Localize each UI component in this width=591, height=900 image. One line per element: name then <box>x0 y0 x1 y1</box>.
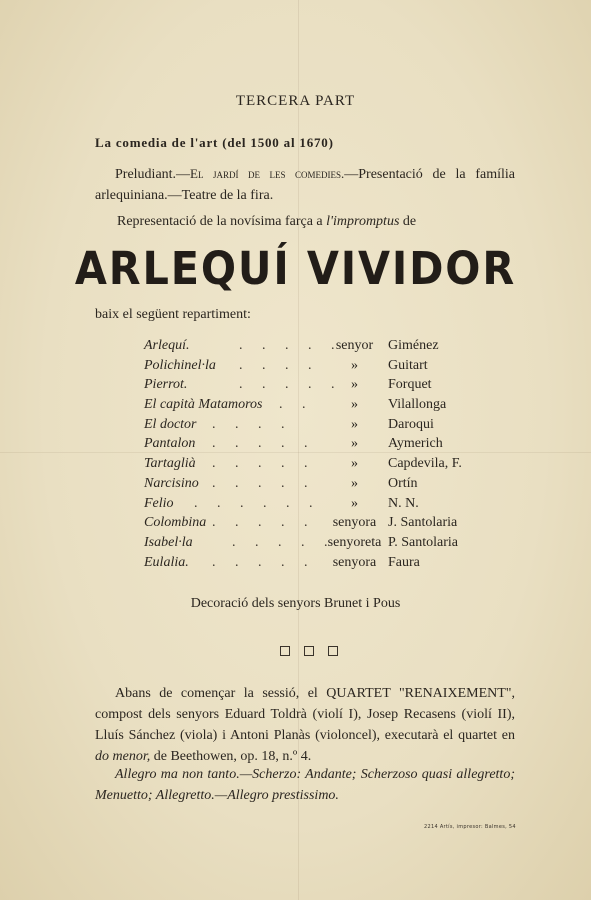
cast-dots: . . . . <box>212 416 293 432</box>
cast-actor: Giménez <box>388 338 439 353</box>
concert-text-before: Abans de començar la sessió, el QUARTET "RENAIXEMENT", compost dels senyors Eduard Toldrà (violí I), Josep Recasens (violí II), Lluís Sánchez (viola) i Antoni Planàs (violoncel), executarà el quartet en <box>95 686 515 743</box>
cast-list <box>144 338 484 574</box>
cast-honorific: » <box>351 397 358 413</box>
cast-honorific: » <box>351 495 358 511</box>
cast-actor: Ortín <box>388 475 418 491</box>
cast-actor: N. N. <box>388 495 419 511</box>
cast-intro: baix el següent repartiment: <box>95 307 251 322</box>
cast-actor: Faura <box>388 554 420 570</box>
cast-actor: Aymerich <box>388 436 443 452</box>
representation-line <box>117 214 416 230</box>
cast-honorific: » <box>351 416 358 432</box>
cast-actor: Guitart <box>388 357 428 373</box>
cast-role: Colombina <box>144 515 207 531</box>
cast-honorific: » <box>351 357 358 373</box>
cast-dots: . . . . . <box>212 456 316 472</box>
cast-row <box>144 397 484 417</box>
cast-honorific: » <box>351 436 358 452</box>
concert-key: do menor, <box>95 749 151 764</box>
concert-paragraph <box>95 683 515 767</box>
representation-before: Representació de la novísima farça a <box>117 214 327 229</box>
play-title: ARLEQUÍ VIVIDOR <box>74 242 517 295</box>
concert-movements: Allegro ma non tanto.—Scherzo: Andante; Scherzoso quasi allegretto; Menuetto; Allegretto.—Allegro prestissimo. <box>95 767 515 803</box>
cast-actor: Capdevila, F. <box>388 456 462 472</box>
intro-rest: —Presentació de la família arlequiniana.—Teatre de la fira. <box>95 167 515 203</box>
part-title: TERCERA PART <box>235 93 356 109</box>
section-subtitle: La comedia de l'art (del 1500 al 1670) <box>95 135 334 150</box>
cast-role: Narcisino <box>144 475 199 491</box>
cast-role: Polichinel·la <box>144 357 216 373</box>
cast-role: Isabel·la <box>144 534 193 550</box>
cast-actor: P. Santolaria <box>388 534 458 550</box>
square-ornament-icon <box>328 646 338 656</box>
cast-dots: . . . . . <box>212 515 316 531</box>
cast-dots: . . . . . <box>232 534 336 550</box>
representation-after: de <box>399 214 417 229</box>
ornament-squares <box>280 646 338 656</box>
cast-honorific: » <box>351 377 358 393</box>
square-ornament-icon <box>304 646 314 656</box>
cast-role: Felio <box>144 495 174 511</box>
cast-honorific: » <box>351 475 358 491</box>
concert-text-after: de Beethowen, op. 18, n.º 4. <box>150 749 312 764</box>
cast-actor: Forquet <box>388 377 432 393</box>
cast-row <box>144 535 484 555</box>
cast-row <box>144 496 484 516</box>
cast-row <box>144 417 484 437</box>
cast-row <box>144 358 484 378</box>
cast-row <box>144 555 484 575</box>
cast-honorific: senyoreta <box>327 534 382 550</box>
cast-honorific: senyora <box>332 554 377 570</box>
cast-dots: . . . . . <box>239 338 343 353</box>
cast-row <box>144 515 484 535</box>
cast-row <box>144 436 484 456</box>
cast-role: Pierrot. <box>144 377 188 393</box>
cast-row <box>144 476 484 496</box>
cast-honorific: senyora <box>332 515 377 531</box>
cast-role: Eulalia. <box>144 554 189 570</box>
cast-row <box>144 377 484 397</box>
cast-row <box>144 456 484 476</box>
printer-imprint: 2214 Artís, impresor: Balmes, 54 <box>424 824 516 830</box>
cast-role: Arlequí. <box>144 338 190 353</box>
cast-role: El doctor <box>144 416 197 432</box>
cast-row <box>144 338 484 358</box>
cast-dots: . . . . <box>239 357 320 373</box>
intro-start: Preludiant.— <box>115 167 191 182</box>
intro-garden: El jardí de les comedies. <box>190 166 345 181</box>
cast-dots: . . . . . <box>212 554 316 570</box>
cast-dots: . . . . . <box>212 436 316 452</box>
cast-dots: . . . . . <box>239 377 343 393</box>
cast-role: El capità Matamoros <box>144 397 263 413</box>
cast-dots: . . . . . . <box>194 495 321 511</box>
intro-paragraph <box>95 163 515 206</box>
cast-role: Tartaglià <box>144 456 196 472</box>
square-ornament-icon <box>280 646 290 656</box>
cast-role: Pantalon <box>144 436 196 452</box>
cast-actor: J. Santolaria <box>388 515 458 531</box>
cast-honorific: » <box>351 456 358 472</box>
cast-dots: . . . . . <box>212 475 316 491</box>
cast-actor: Vilallonga <box>388 397 447 413</box>
representation-italic: l'impromptus <box>326 214 400 229</box>
decoration-credit: Decoració dels senyors Brunet i Pous <box>190 596 401 611</box>
cast-actor: Daroqui <box>388 416 434 432</box>
cast-dots: . . <box>279 397 314 413</box>
cast-honorific: senyor <box>335 338 374 353</box>
